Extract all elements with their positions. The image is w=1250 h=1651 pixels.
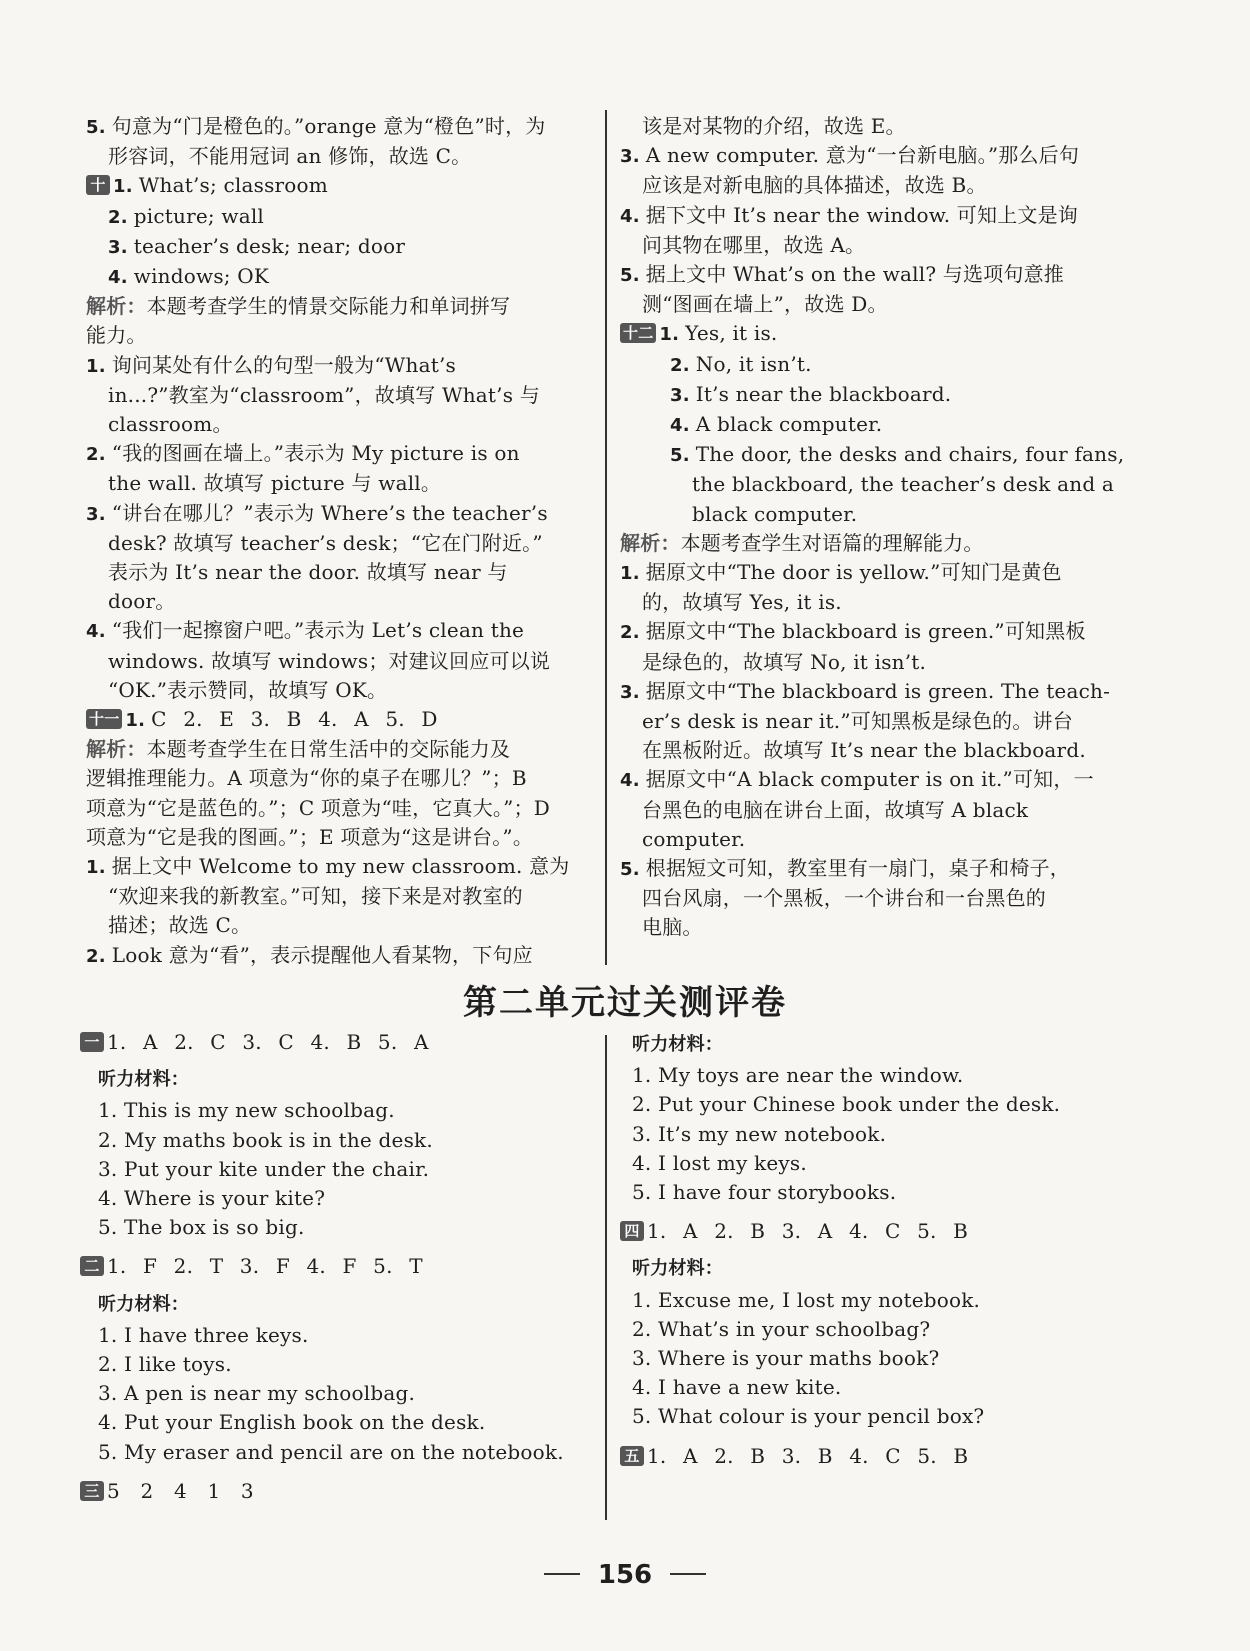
- line-text: 的，故填写 Yes, it is.: [642, 590, 842, 615]
- text-line: [86, 823, 586, 852]
- page-number: [0, 1560, 1250, 1590]
- listening-line: 4. Put your English book on the desk.: [98, 1410, 486, 1435]
- answer-row-4: [620, 1217, 1130, 1246]
- text-line: [86, 381, 586, 410]
- column-divider: [605, 1035, 607, 1520]
- text-line: [620, 736, 1130, 765]
- listening-line: 3. Where is your maths book?: [632, 1346, 940, 1371]
- item-number: 1.: [113, 176, 133, 198]
- line-text: 据上文中 What’s on the wall? 与选项句意推: [645, 262, 1065, 287]
- text-line: [620, 796, 1130, 825]
- text-line: [620, 141, 1130, 171]
- listening-line: 3. A pen is near my schoolbag.: [98, 1381, 416, 1406]
- text-line: [86, 616, 586, 646]
- text-line: [86, 439, 586, 469]
- line-text: 据上文中 Welcome to my new classroom. 意为: [111, 854, 570, 879]
- section-badge: 二: [80, 1256, 104, 1276]
- item-number: 1.: [659, 324, 680, 346]
- item-number: 4.: [620, 205, 640, 227]
- line-text: “欢迎来我的新教室。”可知，接下来是对教室的: [108, 884, 523, 909]
- text-line: [620, 765, 1130, 795]
- line-text: the wall. 故填写 picture 与 wall。: [108, 471, 442, 496]
- line-text: windows; OK: [133, 264, 270, 289]
- listening-line: 2. I like toys.: [98, 1352, 232, 1377]
- text-line: [620, 319, 1130, 349]
- text-line: [620, 854, 1130, 884]
- item-number: 5.: [620, 265, 640, 287]
- line-text: 表示为 It’s near the door. 故填写 near 与: [108, 560, 508, 585]
- text-line: [620, 112, 1130, 141]
- listening-line: 5. My eraser and pencil are on the notebook.: [98, 1439, 564, 1464]
- line-text: 电脑。: [642, 915, 703, 940]
- line-text: 逻辑推理能力。A 项意为“你的桌子在哪儿？”；B: [86, 766, 527, 791]
- text-line: [620, 707, 1130, 736]
- section-title: 第二单元过关测评卷: [463, 983, 787, 1023]
- listening-label: 听力材料：: [98, 1293, 189, 1315]
- text-line: [86, 321, 586, 350]
- item-number: 4.: [108, 267, 128, 289]
- line-text: Yes, it is.: [685, 321, 778, 346]
- text-line: [620, 500, 1130, 529]
- line-text: 在黑板附近。故填写 It’s near the blackboard.: [642, 738, 1086, 763]
- text-line: [86, 292, 586, 321]
- line-text: “我们一起擦窗户吧。”表示为 Let’s clean the: [111, 618, 525, 643]
- text-line: [620, 290, 1130, 319]
- text-line: [86, 351, 586, 381]
- line-text: It’s near the blackboard.: [695, 381, 952, 406]
- left-column-bottom: [86, 1028, 586, 1506]
- text-line: [86, 112, 586, 142]
- section-badge: 十二: [620, 323, 656, 343]
- listening-line: 5. What colour is your pencil box?: [632, 1404, 985, 1429]
- line-text: No, it isn’t.: [695, 351, 812, 376]
- text-line: [620, 825, 1130, 854]
- text-line: [620, 913, 1130, 942]
- text-line: [86, 647, 586, 676]
- text-line: [86, 202, 586, 232]
- answers: 5 2 4 1 3: [107, 1478, 254, 1503]
- answers: 1. A 2. C 3. C 4. B 5. A: [107, 1030, 429, 1054]
- text-line: [620, 201, 1130, 231]
- line-text: 据原文中“The blackboard is green.”可知黑板: [645, 619, 1086, 644]
- line-text: black computer.: [692, 501, 858, 526]
- line-text: C 2. E 3. B 4. A 5. D: [151, 707, 438, 732]
- text-line: [620, 410, 1130, 440]
- listening-line: 4. I have a new kite.: [632, 1375, 842, 1400]
- item-number: 4.: [620, 770, 640, 792]
- column-divider: [605, 110, 607, 965]
- listening-label: 听力材料：: [632, 1258, 723, 1280]
- line-text: the blackboard, the teacher’s desk and a: [692, 472, 1115, 497]
- text-line: [86, 410, 586, 439]
- right-column-top: [620, 112, 1130, 943]
- item-number: 2.: [670, 354, 690, 376]
- text-line: [620, 440, 1130, 470]
- item-number: 1.: [125, 710, 146, 732]
- line-text: door。: [108, 589, 176, 614]
- listening-line: 1. My toys are near the window.: [632, 1063, 964, 1088]
- item-number: 4.: [86, 621, 106, 643]
- answer-row-2: [80, 1252, 586, 1281]
- text-line: [86, 142, 586, 171]
- line-text: 本题考查学生在日常生活中的交际能力及: [146, 737, 511, 762]
- line-text: Look 意为“看”，表示提醒他人看某物，下句应: [111, 942, 533, 967]
- item-number: 3.: [108, 236, 128, 258]
- analysis-label: 解析：: [86, 294, 147, 319]
- item-number: 3.: [620, 146, 640, 168]
- line-text: 项意为“它是蓝色的。”；C 项意为“哇，它真大。”；D: [86, 795, 550, 820]
- line-text: 据原文中“The door is yellow.”可知门是黄色: [645, 560, 1062, 585]
- analysis-label: 解析：: [86, 737, 147, 762]
- text-line: [86, 171, 586, 201]
- listening-line: 3. Put your kite under the chair.: [98, 1156, 430, 1181]
- item-number: 1.: [86, 355, 106, 377]
- text-line: [620, 350, 1130, 380]
- line-text: 形容词，不能用冠词 an 修饰，故选 C。: [108, 144, 472, 169]
- text-line: [86, 941, 586, 971]
- item-number: 1.: [620, 563, 640, 585]
- text-line: [86, 499, 586, 529]
- text-line: [620, 884, 1130, 913]
- line-text: 问其物在哪里，故选 A。: [642, 232, 866, 257]
- item-number: 3.: [86, 503, 106, 525]
- line-text: 据原文中“The blackboard is green. The teach-: [645, 678, 1111, 703]
- right-column-bottom: [620, 1034, 1130, 1471]
- line-text: windows. 故填写 windows；对建议回应可以说: [108, 648, 551, 673]
- item-number: 5.: [86, 117, 106, 138]
- line-text: in...?”教室为“classroom”，故填写 What’s 与: [108, 382, 540, 407]
- line-text: The door, the desks and chairs, four fans,: [695, 442, 1125, 467]
- listening-line: 5. The box is so big.: [98, 1215, 305, 1240]
- listening-label: 听力材料：: [632, 1034, 723, 1055]
- line-text: 据下文中 It’s near the window. 可知上文是询: [645, 202, 1079, 227]
- item-number: 2.: [620, 622, 640, 644]
- item-number: 3.: [670, 384, 690, 406]
- text-line: [86, 882, 586, 911]
- text-line: [620, 529, 1130, 558]
- listening-line: 1. This is my new schoolbag.: [98, 1098, 395, 1123]
- listening-line: 2. Put your Chinese book under the desk.: [632, 1092, 1061, 1117]
- left-column-top: [86, 112, 586, 971]
- text-line: [620, 617, 1130, 647]
- item-number: 1.: [86, 857, 106, 879]
- listening-line: 4. Where is your kite?: [98, 1186, 326, 1211]
- line-text: What’s; classroom: [138, 173, 328, 198]
- line-text: 项意为“它是我的图画。”；E 项意为“这是讲台。”。: [86, 824, 534, 849]
- listening-line: 4. I lost my keys.: [632, 1150, 807, 1175]
- line-text: 本题考查学生的情景交际能力和单词拼写: [146, 294, 511, 319]
- line-text: desk? 故填写 teacher’s desk；“它在门附近。”: [108, 530, 543, 555]
- listening-label: 听力材料：: [98, 1069, 189, 1091]
- line-text: 台黑色的电脑在讲台上面，故填写 A black: [642, 797, 1029, 822]
- line-text: “我的图画在墙上。”表示为 My picture is on: [111, 441, 520, 466]
- line-text: A new computer. 意为“一台新电脑。”那么后句: [645, 143, 1080, 168]
- text-line: [86, 558, 586, 587]
- text-line: [620, 380, 1130, 410]
- item-number: 3.: [620, 681, 640, 703]
- page-number-text: 156: [597, 1560, 653, 1590]
- answer-row-3: [80, 1477, 586, 1506]
- item-number: 2.: [108, 206, 128, 228]
- text-line: [620, 260, 1130, 290]
- text-line: [86, 852, 586, 882]
- text-line: [86, 262, 586, 292]
- analysis-label: 解析：: [620, 530, 681, 555]
- line-text: “OK.”表示赞同，故填写 OK。: [108, 677, 388, 702]
- line-text: 应该是对新电脑的具体描述，故选 B。: [642, 173, 987, 198]
- listening-line: 2. What’s in your schoolbag?: [632, 1316, 931, 1341]
- line-text: 描述；故选 C。: [108, 913, 252, 938]
- text-line: [86, 469, 586, 498]
- section-badge: 四: [620, 1221, 644, 1241]
- text-line: [86, 911, 586, 940]
- item-number: 5.: [670, 445, 690, 467]
- text-line: [620, 231, 1130, 260]
- line-text: 根据短文可知，教室里有一扇门，桌子和椅子，: [645, 856, 1070, 881]
- section-badge: 十一: [86, 709, 122, 729]
- listening-line: 5. I have four storybooks.: [632, 1180, 897, 1205]
- listening-line: 1. I have three keys.: [98, 1322, 309, 1347]
- text-line: [86, 232, 586, 262]
- section-badge: 三: [80, 1481, 104, 1501]
- text-line: [86, 735, 586, 764]
- item-number: 5.: [620, 859, 640, 881]
- line-text: 句意为“门是橙色的。”orange 意为“橙色”时，为: [111, 114, 546, 138]
- answers: 1. A 2. B 3. A 4. C 5. B: [647, 1219, 969, 1244]
- answers: 1. F 2. T 3. F 4. F 5. T: [107, 1254, 423, 1279]
- line-text: “讲台在哪儿？”表示为 Where’s the teacher’s: [111, 500, 548, 525]
- section-badge: 五: [620, 1446, 644, 1466]
- item-number: 2.: [86, 945, 106, 967]
- text-line: [86, 705, 586, 735]
- line-text: classroom。: [108, 412, 233, 437]
- line-text: picture; wall: [133, 203, 265, 228]
- text-line: [620, 677, 1130, 707]
- answer-row-1: [80, 1028, 586, 1057]
- text-line: [620, 648, 1130, 677]
- text-line: [620, 558, 1130, 588]
- listening-line: 2. My maths book is in the desk.: [98, 1127, 433, 1152]
- line-text: 本题考查学生对语篇的理解能力。: [680, 530, 984, 555]
- line-text: 该是对某物的介绍，故选 E。: [642, 114, 906, 138]
- listening-line: 1. Excuse me, I lost my notebook.: [632, 1287, 981, 1312]
- line-text: er’s desk is near it.”可知黑板是绿色的。讲台: [642, 709, 1073, 734]
- line-text: 据原文中“A black computer is on it.”可知，一: [645, 767, 1094, 792]
- line-text: 四台风扇，一个黑板，一个讲台和一台黑色的: [642, 886, 1046, 911]
- text-line: [86, 676, 586, 705]
- text-line: [620, 588, 1130, 617]
- answers: 1. A 2. B 3. B 4. C 5. B: [647, 1443, 969, 1468]
- section-badge: 一: [80, 1032, 104, 1052]
- line-text: 是绿色的，故填写 No, it isn’t.: [642, 649, 927, 674]
- text-line: [86, 794, 586, 823]
- listening-line: 3. It’s my new notebook.: [632, 1121, 887, 1146]
- line-text: 能力。: [86, 323, 147, 348]
- text-line: [620, 470, 1130, 499]
- text-line: [86, 587, 586, 616]
- text-line: [86, 529, 586, 558]
- line-text: A black computer.: [695, 412, 883, 437]
- line-text: teacher’s desk; near; door: [133, 233, 406, 258]
- line-text: 测“图画在墙上”，故选 D。: [642, 292, 888, 317]
- item-number: 4.: [670, 415, 690, 437]
- item-number: 2.: [86, 444, 106, 466]
- line-text: 询问某处有什么的句型一般为“What’s: [111, 352, 457, 377]
- line-text: computer.: [642, 826, 746, 851]
- text-line: [620, 171, 1130, 200]
- section-badge: 十: [86, 175, 110, 195]
- answer-row-5: [620, 1442, 1130, 1471]
- text-line: [86, 764, 586, 793]
